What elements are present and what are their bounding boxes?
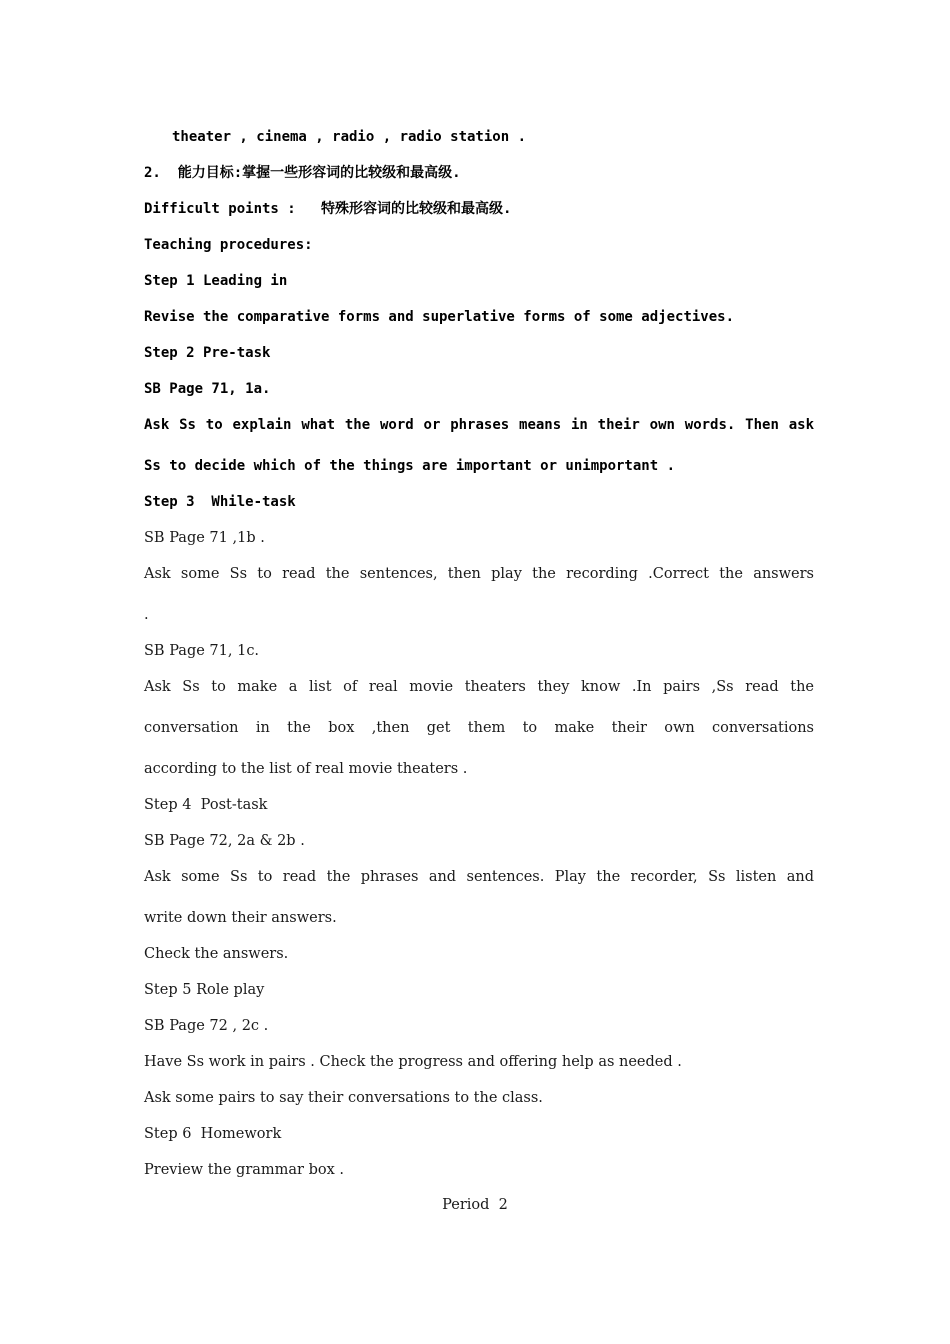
step-5-heading: Step 5 Role play <box>144 982 265 998</box>
step-4-heading: Step 4 Post-task <box>144 797 268 813</box>
step-6-text: Preview the grammar box . <box>144 1162 345 1178</box>
period-label: Period 2 <box>442 1197 508 1213</box>
step-4-page-ref: SB Page 72, 2a & 2b . <box>144 833 305 849</box>
step-2-page-ref: SB Page 71, 1a. <box>144 381 271 397</box>
step-3-text-1c-line-3: according to the list of real movie theaters . <box>144 761 468 777</box>
step-2-heading: Step 2 Pre-task <box>144 345 271 361</box>
step-6-heading: Step 6 Homework <box>144 1126 282 1142</box>
step-3-page-ref-1c: SB Page 71, 1c. <box>144 643 260 659</box>
step-3-text-1b-line-2: . <box>144 607 149 623</box>
step-3-heading: Step 3 While-task <box>144 494 296 510</box>
difficult-points-line: Difficult points : 特殊形容词的比较级和最高级. <box>144 201 512 217</box>
step-3-text-1c-line-2: conversation in the box ,then get them to make their own conversations <box>144 720 814 736</box>
step-3-page-ref-1b: SB Page 71 ,1b . <box>144 530 265 546</box>
step-3-text-1c-line-1: Ask Ss to make a list of real movie theaters they know .In pairs ,Ss read the <box>144 679 814 695</box>
step-5-page-ref: SB Page 72 , 2c . <box>144 1018 269 1034</box>
step-2-text-line-1: Ask Ss to explain what the word or phrases means in their own words. Then ask <box>144 417 814 433</box>
step-4-text-line-2: write down their answers. <box>144 910 337 926</box>
step-2-text-line-2: Ss to decide which of the things are important or unimportant . <box>144 458 676 474</box>
ability-goal-line: 2. 能力目标:掌握一些形容词的比较级和最高级. <box>144 165 461 181</box>
step-5-text-line-2: Ask some pairs to say their conversations to the class. <box>144 1090 543 1106</box>
step-3-text-1b-line-1: Ask some Ss to read the sentences, then play the recording .Correct the answers <box>144 566 814 582</box>
step-4-check-answers: Check the answers. <box>144 946 289 962</box>
step-1-heading: Step 1 Leading in <box>144 273 288 289</box>
vocabulary-line: theater , cinema , radio , radio station . <box>172 129 527 145</box>
step-1-text: Revise the comparative forms and superlative forms of some adjectives. <box>144 309 735 325</box>
step-5-text-line-1: Have Ss work in pairs . Check the progress and offering help as needed . <box>144 1054 682 1070</box>
step-4-text-line-1: Ask some Ss to read the phrases and sentences. Play the recorder, Ss listen and <box>144 869 814 885</box>
teaching-procedures-heading: Teaching procedures: <box>144 237 313 253</box>
